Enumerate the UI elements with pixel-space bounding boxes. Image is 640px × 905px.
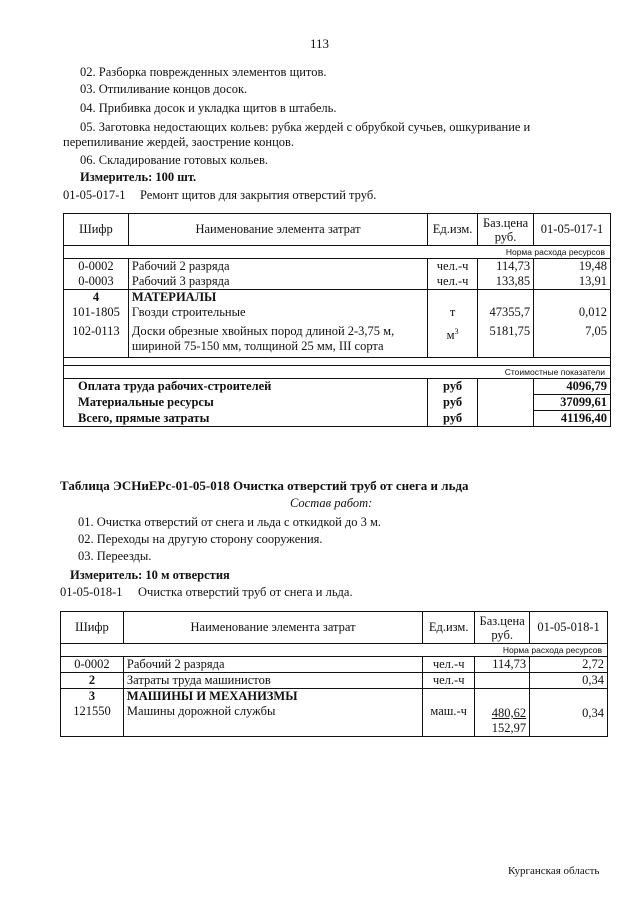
norm-label: Норма расхода ресурсов	[61, 644, 608, 657]
header-price: Баз.цена руб.	[478, 214, 534, 246]
item-title: Ремонт щитов для закрытия отверстий труб.	[140, 188, 377, 202]
header-code: Шифр	[61, 612, 124, 644]
composition-title: Состав работ:	[290, 496, 373, 510]
header-norm-code: 01-05-018-1	[530, 612, 608, 644]
item-code: 01-05-017-1	[63, 188, 126, 202]
measure-label: Измеритель: 100 шт.	[80, 170, 197, 184]
resource-table-1	[63, 213, 611, 427]
work-item: 03. Переезды.	[78, 549, 152, 563]
total-row: Оплата труда рабочих-строителей руб 4096,79	[64, 379, 611, 395]
table-row: 0-0003 Рабочий 3 разряда чел.-ч 133,85 13,91	[64, 274, 611, 290]
header-unit: Ед.изм.	[428, 214, 478, 246]
table-row: 101-1805 Гвозди строительные т 47355,7 0,012	[64, 305, 611, 320]
item-code: 01-05-018-1	[60, 585, 123, 599]
work-item: 01. Очистка отверстий от снега и льда с откидкой до 3 м.	[78, 515, 382, 529]
total-row: Всего, прямые затраты руб 41196,40	[64, 411, 611, 427]
header-price: Баз.цена руб.	[475, 612, 530, 644]
header-name: Наименование элемента затрат	[123, 612, 422, 644]
table-title: Таблица ЭСНиЕРс-01-05-018 Очистка отверстий труб от снега и льда	[60, 478, 469, 493]
table-row: 0-0002 Рабочий 2 разряда чел.-ч 114,73 19,48	[64, 259, 611, 275]
measure-label: Измеритель: 10 м отверстия	[70, 568, 230, 582]
table-row: 2 Затраты труда машинистов чел.-ч 0,34	[61, 673, 608, 689]
section-row: 3 МАШИНЫ И МЕХАНИЗМЫ	[61, 689, 608, 705]
footer-region: Курганская область	[508, 865, 600, 877]
work-item: 04. Прибивка досок и укладка щитов в штабель.	[80, 101, 337, 115]
section-row: 4 МАТЕРИАЛЫ	[64, 290, 611, 306]
header-name: Наименование элемента затрат	[128, 214, 427, 246]
work-item: 02. Переходы на другую сторону сооружения.	[78, 532, 323, 546]
norm-label: Норма расхода ресурсов	[64, 246, 611, 259]
header-code: Шифр	[64, 214, 129, 246]
work-item: 03. Отпиливание концов досок.	[80, 82, 248, 96]
work-item: перепиливание жердей, заострение концов.	[63, 135, 295, 149]
header-unit: Ед.изм.	[423, 612, 475, 644]
header-norm-code: 01-05-017-1	[534, 214, 611, 246]
total-row: Материальные ресурсы руб 37099,61	[64, 395, 611, 411]
page-number: 113	[310, 36, 330, 51]
work-item: 05. Заготовка недостающих кольев: рубка жердей с обрубкой сучьев, ошкуривание и	[80, 120, 531, 134]
work-item: 02. Разборка поврежденных элементов щитов.	[80, 65, 327, 79]
table-row: 121550 Машины дорожной службы маш.-ч 480,62 152,97 0,34	[61, 704, 608, 737]
cost-label: Стоимостные показатели	[64, 366, 611, 379]
work-item: 06. Складирование готовых кольев.	[80, 153, 268, 167]
table-row: 0-0002 Рабочий 2 разряда чел.-ч 114,73 2,72	[61, 657, 608, 673]
item-title: Очистка отверстий труб от снега и льда.	[138, 585, 353, 599]
table-row: 102-0113 Доски обрезные хвойных пород длиной 2-3,75 м, шириной 75-150 мм, толщиной 25 мм, III сорта $м^3$ 5181,75 7,05	[64, 320, 611, 358]
resource-table-2	[60, 611, 608, 737]
